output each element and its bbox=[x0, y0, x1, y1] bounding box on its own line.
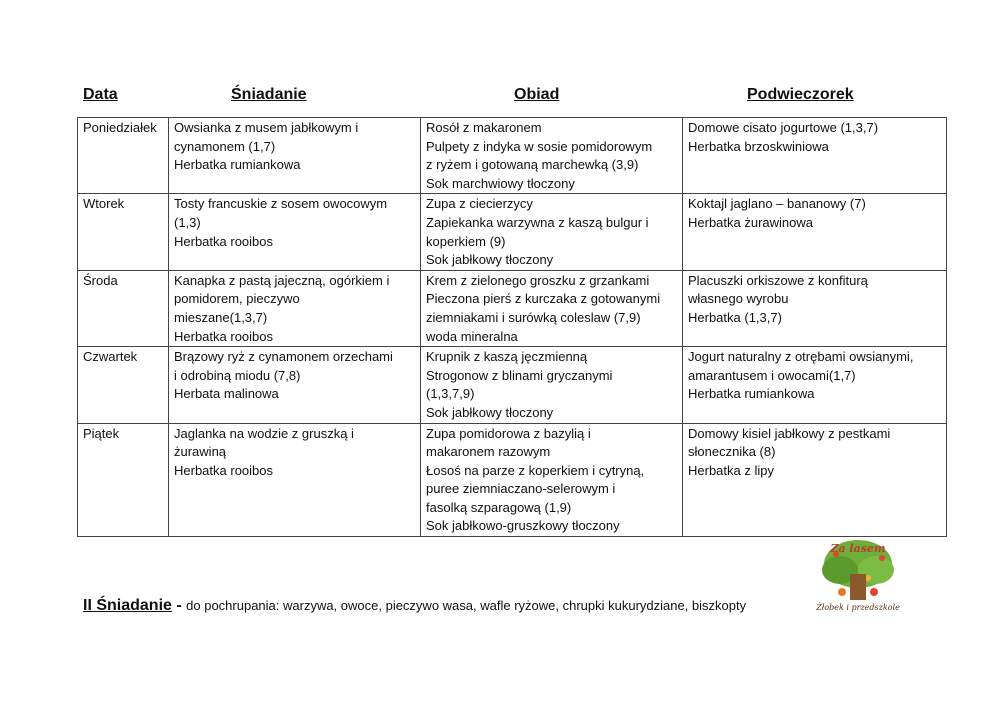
snack-cell bbox=[683, 270, 947, 346]
snack-line: Koktajl jaglano – bananowy (7) bbox=[688, 196, 866, 212]
lunch-cell bbox=[421, 270, 683, 346]
lunch-line: Zupa pomidorowa z bazylią i bbox=[426, 425, 591, 441]
snack-cell bbox=[683, 347, 947, 423]
lunch-line: Zupa z ciecierzycy bbox=[426, 196, 533, 212]
lunch-line: fasolką szparagową (1,9) bbox=[426, 499, 572, 515]
second-breakfast-note bbox=[83, 597, 746, 615]
table-row bbox=[78, 347, 947, 423]
breakfast-line: mieszane(1,3,7) bbox=[174, 309, 268, 325]
day-cell: Środa bbox=[78, 270, 169, 346]
lunch-line: Pulpety z indyka w sosie pomidorowym bbox=[426, 138, 653, 154]
snack-line: Herbatka żurawinowa bbox=[688, 214, 814, 230]
snack-line: Placuszki orkiszowe z konfiturą bbox=[688, 272, 868, 288]
lunch-line: koperkiem (9) bbox=[426, 233, 506, 249]
logo-top-text: Za lasem bbox=[830, 542, 886, 555]
column-headers bbox=[0, 86, 992, 108]
breakfast-cell bbox=[169, 270, 421, 346]
breakfast-line: żurawiną bbox=[174, 444, 227, 460]
header-breakfast: Śniadanie bbox=[231, 86, 307, 103]
table-row bbox=[78, 194, 947, 270]
breakfast-cell bbox=[169, 347, 421, 423]
snack-cell bbox=[683, 423, 947, 537]
menu-table-body bbox=[78, 118, 947, 537]
lunch-line: makaronem razowym bbox=[426, 444, 551, 460]
breakfast-line: Kanapka z pastą jajeczną, ogórkiem i bbox=[174, 272, 390, 288]
lunch-line: Sok jabłkowy tłoczony bbox=[426, 252, 554, 268]
snack-line: Domowe cisato jogurtowe (1,3,7) bbox=[688, 120, 879, 135]
lunch-line: Krupnik z kaszą jęczmienną bbox=[426, 349, 588, 365]
snack-line: słonecznika (8) bbox=[688, 444, 776, 460]
breakfast-cell bbox=[169, 118, 421, 194]
snack-line: amarantusem i owocami(1,7) bbox=[688, 367, 856, 383]
lunch-cell bbox=[421, 423, 683, 537]
lunch-line: Rosół z makaronem bbox=[426, 120, 542, 135]
breakfast-line: pomidorem, pieczywo bbox=[174, 291, 300, 307]
lunch-cell bbox=[421, 347, 683, 423]
table-row bbox=[78, 270, 947, 346]
breakfast-line: Brązowy ryż z cynamonem orzechami bbox=[174, 349, 393, 365]
lunch-line: Łosoś na parze z koperkiem i cytryną, bbox=[426, 462, 645, 478]
lunch-line: Sok jabłkowy tłoczony bbox=[426, 404, 554, 420]
second-breakfast-text: do pochrupania: warzywa, owoce, pieczywo wasa, wafle ryżowe, chrupki kukurydziane, biszkopty bbox=[186, 598, 747, 613]
snack-cell bbox=[683, 118, 947, 194]
snack-line: Herbatka (1,3,7) bbox=[688, 309, 782, 325]
breakfast-line: Herbatka rooibos bbox=[174, 462, 273, 478]
table-row bbox=[78, 423, 947, 537]
snack-line: Herbatka brzoskwiniowa bbox=[688, 138, 829, 154]
lunch-cell bbox=[421, 194, 683, 270]
breakfast-line: Tosty francuskie z sosem owocowym bbox=[174, 196, 388, 212]
second-breakfast-dash: - bbox=[171, 597, 187, 614]
snack-cell bbox=[683, 194, 947, 270]
menu-table bbox=[77, 117, 947, 537]
breakfast-line: cynamonem (1,7) bbox=[174, 138, 276, 154]
lunch-line: Krem z zielonego groszku z grzankami bbox=[426, 272, 650, 288]
lunch-line: woda mineralna bbox=[426, 328, 518, 344]
snack-line: Herbatka rumiankowa bbox=[688, 386, 815, 402]
day-cell: Czwartek bbox=[78, 347, 169, 423]
breakfast-line: Herbata malinowa bbox=[174, 386, 279, 402]
breakfast-line: Jaglanka na wodzie z gruszką i bbox=[174, 425, 354, 441]
day-cell: Wtorek bbox=[78, 194, 169, 270]
table-row bbox=[78, 118, 947, 194]
breakfast-cell bbox=[169, 194, 421, 270]
breakfast-line: Herbatka rumiankowa bbox=[174, 157, 301, 173]
snack-line: własnego wyrobu bbox=[688, 291, 789, 307]
lunch-line: z ryżem i gotowaną marchewką (3,9) bbox=[426, 157, 639, 173]
lunch-line: puree ziemniaczano-selerowym i bbox=[426, 481, 616, 497]
breakfast-cell bbox=[169, 423, 421, 537]
header-lunch: Obiad bbox=[514, 86, 560, 103]
lunch-line: Sok jabłkowo-gruszkowy tłoczony bbox=[426, 518, 620, 534]
lunch-line: Zapiekanka warzywna z kaszą bulgur i bbox=[426, 214, 649, 230]
day-cell: Poniedziałek bbox=[78, 118, 169, 194]
snack-line: Domowy kisiel jabłkowy z pestkami bbox=[688, 425, 891, 441]
logo-bottom-text: Żłobek i przedszkole bbox=[816, 603, 900, 612]
breakfast-line: Owsianka z musem jabłkowym i bbox=[174, 120, 359, 135]
lunch-line: (1,3,7,9) bbox=[426, 386, 475, 402]
breakfast-line: Herbatka rooibos bbox=[174, 233, 273, 249]
lunch-line: ziemniakami i surówką coleslaw (7,9) bbox=[426, 309, 641, 325]
breakfast-line: Herbatka rooibos bbox=[174, 328, 273, 344]
breakfast-line: i odrobiną miodu (7,8) bbox=[174, 367, 301, 383]
lunch-line: Pieczona pierś z kurczaka z gotowanymi bbox=[426, 291, 661, 307]
lunch-line: Sok marchwiowy tłoczony bbox=[426, 175, 575, 191]
tree-logo-icon bbox=[812, 534, 904, 616]
lunch-line: Strogonow z blinami gryczanymi bbox=[426, 367, 613, 383]
snack-line: Herbatka z lipy bbox=[688, 462, 774, 478]
lunch-cell bbox=[421, 118, 683, 194]
breakfast-line: (1,3) bbox=[174, 214, 201, 230]
snack-line: Jogurt naturalny z otrębami owsianymi, bbox=[688, 349, 914, 365]
header-date: Data bbox=[83, 86, 118, 103]
second-breakfast-label: II Śniadanie bbox=[83, 597, 172, 614]
day-cell: Piątek bbox=[78, 423, 169, 537]
header-snack: Podwieczorek bbox=[747, 86, 854, 103]
